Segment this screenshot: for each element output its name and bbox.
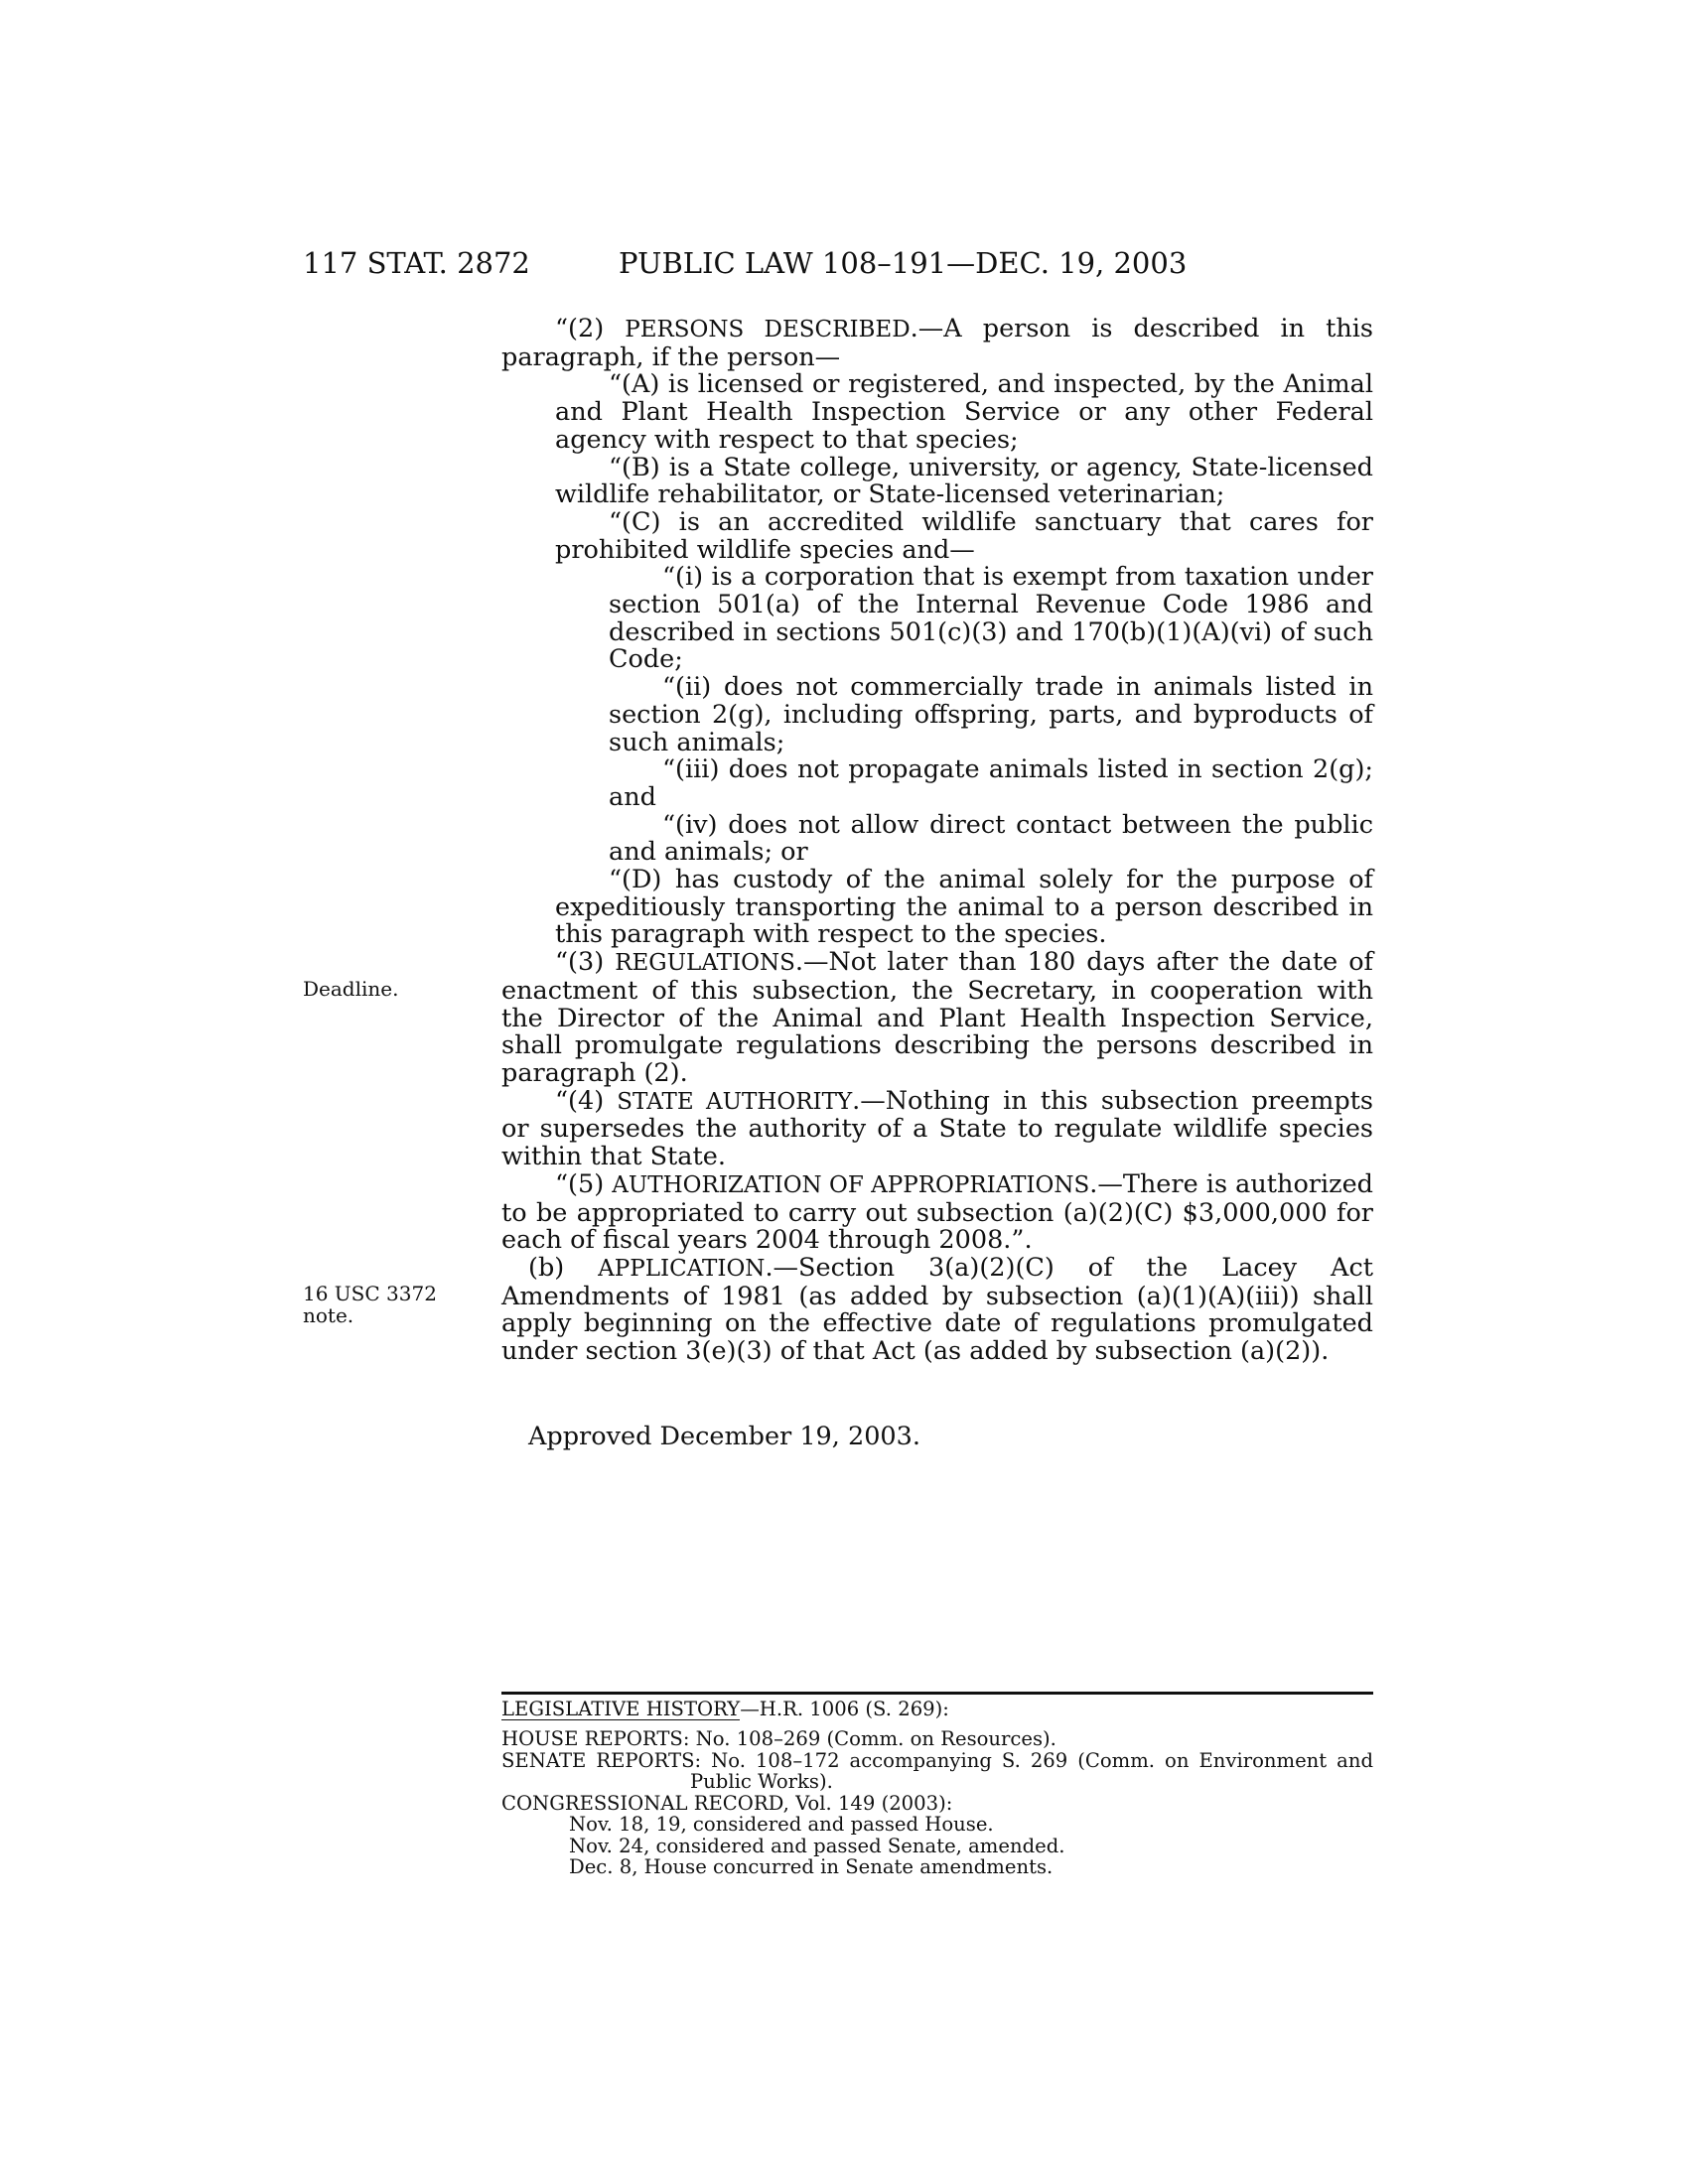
paragraph-5-heading: AUTHORIZATION OF APPROPRIATIONS — [612, 1171, 1090, 1198]
margin-note-usc-line2: note. — [303, 1303, 354, 1327]
paragraph-5-text: .—There is authorized to be appropriated to carry out subsection (a)(2)(C) $3,000,000 for each of fiscal years 2004 through 2008.”. — [501, 1168, 1373, 1256]
senate-reports: SENATE REPORTS: No. 108–172 accompanying S. 269 (Comm. on Environment and Public Works). — [501, 1748, 1373, 1793]
margin-note-usc — [303, 1283, 437, 1326]
paragraph-5-authorization — [501, 1168, 1373, 1256]
paragraph-5-number: “(5) — [555, 1168, 613, 1199]
subsection-b-heading: APPLICATION — [598, 1255, 766, 1282]
subsection-b-number: (b) — [528, 1252, 599, 1283]
margin-note-deadline: Deadline. — [303, 977, 399, 1001]
clause-c-iii: “(iii) does not propagate animals listed in section 2(g); and — [609, 754, 1373, 812]
paragraph-3-number: “(3) — [555, 947, 616, 978]
paragraph-2-heading: PERSONS DESCRIBED — [625, 317, 911, 342]
history-title: LEGISLATIVE HISTORY — [501, 1698, 741, 1720]
subparagraph-c: “(C) is an accredited wildlife sanctuary that cares for prohibited wildlife species and— — [555, 506, 1373, 565]
paragraph-4-number: “(4) — [555, 1085, 618, 1116]
statute-page-number: 117 STAT. 2872 — [303, 246, 530, 280]
subsection-b-text: .—Section 3(a)(2)(C) of the Lacey Act Amendments of 1981 (as added by subsection (a)(1)(A)(iii)) shall apply beginning on the effective date of regulations promulgated under section 3(e)(3) of that Act (as added by subsection (a)(2)). — [501, 1252, 1373, 1367]
legislative-history — [501, 1692, 1373, 1878]
history-divider — [501, 1692, 1373, 1695]
paragraph-3-text: .—Not later than 180 days after the date of enactment of this subsection, the Secretary, in cooperation with the Director of the Animal and Plant Health Inspection Service, shall promulgate regulations describing the persons described in paragraph (2). — [501, 947, 1373, 1088]
history-bill-number: —H.R. 1006 (S. 269): — [740, 1698, 949, 1720]
paragraph-3-heading: REGULATIONS — [615, 950, 795, 977]
clause-c-i: “(i) is a corporation that is exempt from taxation under section 501(a) of the Internal Revenue Code 1986 and described in sections 501(c)(3) and 170(b)(1)(A)(vi) of such Code; — [609, 562, 1373, 675]
margin-note-usc-line1: 16 USC 3372 — [303, 1282, 437, 1305]
running-head-title: PUBLIC LAW 108–191—DEC. 19, 2003 — [619, 246, 1188, 280]
paragraph-2-number: “(2) — [555, 314, 626, 343]
statute-body — [501, 316, 1373, 1366]
approval-date: Approved December 19, 2003. — [528, 1422, 920, 1451]
record-item: Nov. 24, considered and passed Senate, amended. — [569, 1834, 1065, 1857]
record-item: Nov. 18, 19, considered and passed House. — [569, 1813, 994, 1836]
subparagraph-b: “(B) is a State college, university, or agency, State-licensed wildlife rehabilitator, or State-licensed veterinarian; — [555, 452, 1373, 510]
subsection-b-application — [501, 1252, 1373, 1367]
paragraph-2-text: .—A person is described in this paragraph, if the person— — [501, 314, 1373, 372]
clause-c-ii: “(ii) does not commercially trade in animals listed in section 2(g), including offspring, parts, and byproducts of such animals; — [609, 672, 1373, 757]
house-reports: HOUSE REPORTS: No. 108–269 (Comm. on Resources). — [501, 1727, 1056, 1750]
subparagraph-d: “(D) has custody of the animal solely for the purpose of expeditiously transporting the animal to a person described in this paragraph with respect to the species. — [555, 865, 1373, 950]
clause-c-iv: “(iv) does not allow direct contact between the public and animals; or — [609, 809, 1373, 868]
paragraph-4-text: .—Nothing in this subsection preempts or supersedes the authority of a State to regulate wildlife species within that State. — [501, 1085, 1374, 1172]
congressional-record: CONGRESSIONAL RECORD, Vol. 149 (2003): — [501, 1791, 953, 1815]
record-item: Dec. 8, House concurred in Senate amendments. — [569, 1855, 1054, 1878]
paragraph-4-heading: STATE AUTHORITY — [617, 1088, 853, 1115]
paragraph-2-persons-described — [501, 316, 1373, 371]
paragraph-3-regulations — [501, 949, 1373, 1088]
subparagraph-a: “(A) is licensed or registered, and inspected, by the Animal and Plant Health Inspection Service or any other Federal agency with respect to that species; — [555, 369, 1373, 455]
history-heading — [501, 1699, 1373, 1720]
paragraph-4-state-authority — [501, 1085, 1374, 1172]
